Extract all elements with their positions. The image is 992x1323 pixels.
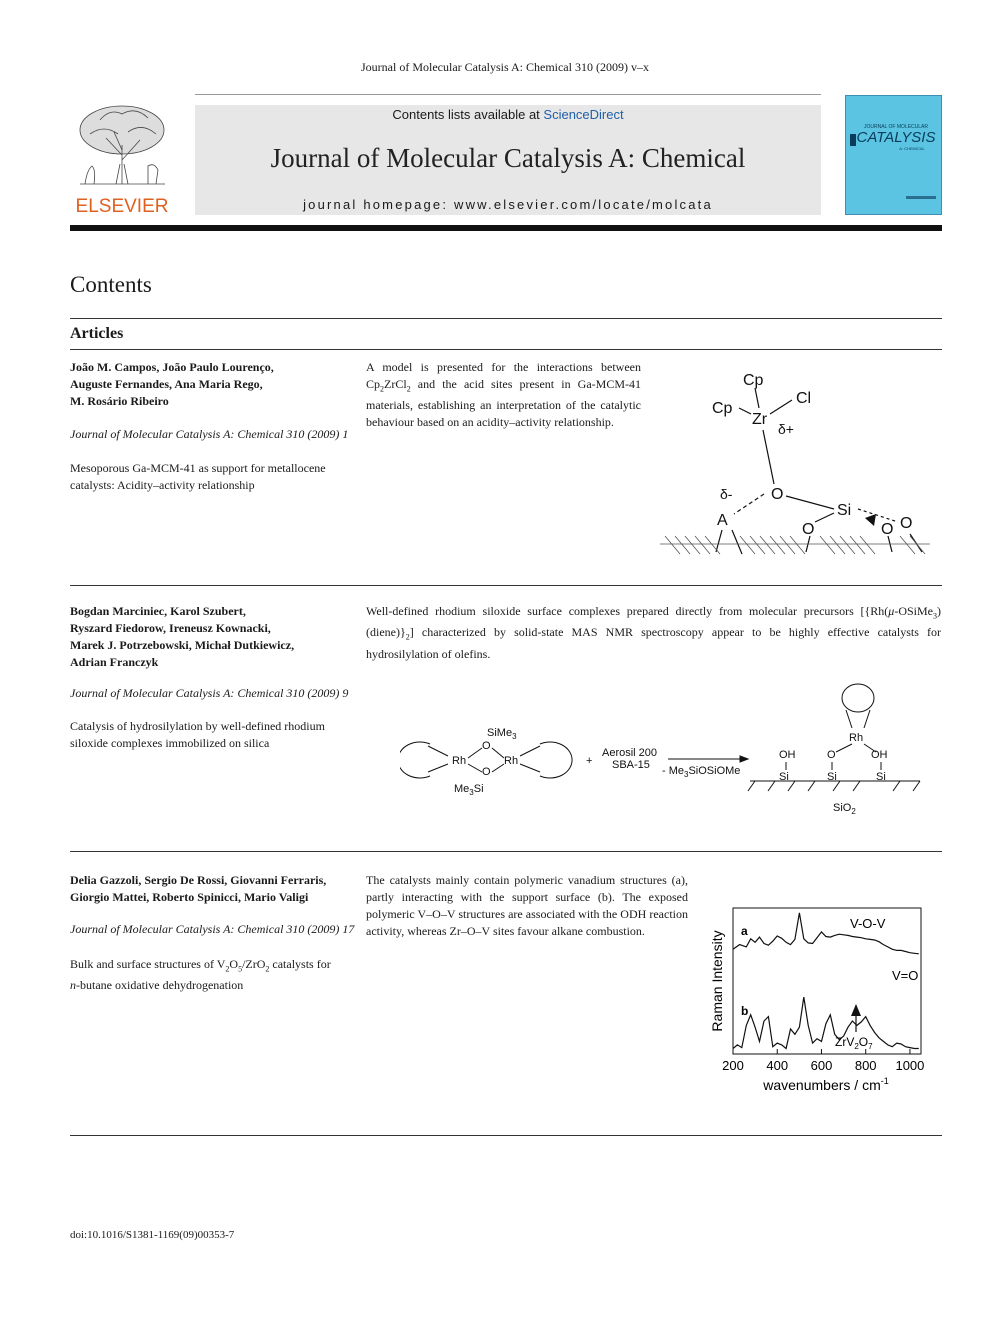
fig1-o-right: O bbox=[900, 515, 913, 532]
title-subscript: 2 bbox=[225, 964, 230, 974]
fig1-cp-left: Cp bbox=[712, 400, 733, 417]
abstract-mu: μ bbox=[888, 604, 895, 618]
fig1-wedge-bond bbox=[865, 514, 876, 526]
chart-annotation-zrv2o7: $ZrV_2O_7$ bbox=[835, 1035, 873, 1051]
fig1-a: A bbox=[717, 512, 728, 529]
fig2-plus: + bbox=[586, 755, 593, 767]
fig1-si: Si bbox=[837, 502, 852, 519]
author-line: Bogdan Marciniec, Karol Szubert, bbox=[70, 604, 246, 618]
fig1-bond-a-surface2 bbox=[732, 530, 742, 554]
chart-arrow-head bbox=[851, 1004, 861, 1016]
fig2-si-3: Si bbox=[876, 771, 886, 783]
fig1-bond-a-surface bbox=[716, 530, 722, 552]
fig1-bond-si-o bbox=[815, 513, 834, 522]
fig1-bond-cp2-zr bbox=[739, 408, 751, 414]
abstract-text: Cp bbox=[366, 377, 381, 391]
title-subscript: 2 bbox=[265, 964, 270, 974]
article-2-graphical-abstract bbox=[400, 676, 945, 821]
cover-top-text: JOURNAL OF MOLECULAR bbox=[864, 124, 928, 130]
abstract-text: and the acid sites present in Ga-MCM-41 materials, establishing an interpretation of the catalytic behaviour based on an acidity–activity relationship. bbox=[366, 377, 641, 430]
cover-title: CATALYSIS bbox=[856, 129, 936, 146]
abstract-subscript: 3 bbox=[933, 611, 937, 621]
journal-cover[interactable] bbox=[845, 95, 942, 215]
title-text: Bulk and surface structures of V bbox=[70, 957, 226, 971]
chart-xtick-label: 800 bbox=[854, 1058, 877, 1073]
chart-label-b: b bbox=[741, 1004, 749, 1018]
doi[interactable]: doi:10.1016/S1381-1169(09)00353-7 bbox=[70, 1229, 235, 1241]
chart-label-a: a bbox=[741, 924, 748, 938]
elsevier-logo bbox=[70, 100, 175, 215]
fig2-oh-left: OH bbox=[779, 749, 796, 761]
fig1-bond-cp-zr bbox=[755, 388, 759, 408]
masthead-bottom-rule bbox=[70, 225, 942, 231]
chart-xlabel: wavenumbers / $cm^{-1}$ bbox=[763, 1076, 889, 1093]
title-text: O bbox=[229, 957, 239, 971]
author-line: Marek J. Potrzebowski, Michał Dutkiewicz, bbox=[70, 638, 295, 652]
section-rule bbox=[70, 318, 942, 319]
chart-series-a bbox=[733, 913, 919, 954]
author-line: Adrian Franczyk bbox=[70, 655, 159, 669]
fig2-byproduct: - $Me_3SiOSiOMe$ bbox=[662, 765, 741, 779]
chart-xtick-label: 1000 bbox=[895, 1058, 925, 1073]
abstract-text: Well-defined rhodium siloxide surface complexes prepared directly from molecular precursors [{Rh( bbox=[366, 604, 889, 618]
article-1-citation[interactable]: Journal of Molecular Catalysis A: Chemical 310 (2009) 1 bbox=[70, 427, 349, 441]
fig1-bond-zr-cl bbox=[770, 400, 792, 414]
chart-xtick-label: 600 bbox=[810, 1058, 833, 1073]
fig1-o-left: O bbox=[802, 521, 815, 538]
fig1-delta-plus: δ+ bbox=[778, 421, 794, 437]
fig1-zr: Zr bbox=[752, 411, 768, 428]
raman-chart bbox=[700, 880, 945, 1100]
article-2-authors bbox=[70, 603, 360, 671]
fig2-o-bottom: O bbox=[482, 766, 491, 778]
article-1-title[interactable] bbox=[70, 460, 355, 494]
abstract-subscript: 2 bbox=[380, 384, 385, 394]
author-line: Ryszard Fiedorow, Ireneusz Kownacki, bbox=[70, 621, 271, 635]
article-1-abstract bbox=[366, 359, 641, 431]
fig2-o-right: OH bbox=[871, 749, 888, 761]
abstract-text: ] characterized by solid-state MAS NMR spectroscopy appear to be highly effective catalysts for hydrosilylation of olefins. bbox=[366, 625, 941, 661]
fig2-cod-right bbox=[540, 742, 572, 778]
title-text: -butane oxidative dehydrogenation bbox=[76, 978, 244, 993]
fig2-sba15: SBA-15 bbox=[612, 759, 650, 771]
page-title: Contents bbox=[70, 272, 152, 297]
elsevier-tree-icon bbox=[70, 100, 175, 215]
fig1-delta-minus: δ- bbox=[720, 486, 733, 502]
title-line: Mesoporous Ga-MCM-41 as support for metallocene bbox=[70, 461, 326, 475]
masthead-top-rule bbox=[195, 94, 821, 95]
fig2-cod-left bbox=[400, 742, 430, 778]
fig2-me3si: $Me_3Si$ bbox=[454, 783, 484, 797]
fig2-si-2: Si bbox=[827, 771, 837, 783]
chart-xtick-label: 200 bbox=[722, 1058, 744, 1073]
fig2-sime3: SiMe$_3$ bbox=[487, 727, 517, 741]
journal-cover-image bbox=[846, 96, 941, 214]
sciencedirect-link[interactable]: ScienceDirect bbox=[543, 107, 624, 122]
journal-title: Journal of Molecular Catalysis A: Chemical bbox=[270, 143, 746, 173]
fig2-cod-top bbox=[842, 684, 874, 712]
abstract-text: ZrCl bbox=[384, 377, 407, 391]
article-1-graphical-abstract bbox=[660, 364, 940, 564]
author-line: Auguste Fernandes, Ana Maria Rego, bbox=[70, 377, 263, 391]
title-text: catalysts for bbox=[269, 957, 331, 971]
fig2-o-left: O bbox=[827, 749, 836, 761]
journal-homepage[interactable]: journal homepage: www.elsevier.com/locate/molcata bbox=[303, 197, 713, 212]
fig1-bond-zr-o bbox=[763, 430, 774, 484]
running-header: Journal of Molecular Catalysis A: Chemical 310 (2009) v–x bbox=[361, 60, 649, 74]
article-3-title[interactable] bbox=[70, 956, 355, 994]
abstract-subscript: 2 bbox=[406, 384, 411, 394]
chart-annotation-vo: V=O bbox=[892, 968, 919, 983]
article-2-title[interactable] bbox=[70, 718, 355, 752]
articles-rule bbox=[70, 349, 942, 350]
author-line: Giorgio Mattei, Roberto Spinicci, Mario Valigi bbox=[70, 890, 309, 904]
article-3-authors bbox=[70, 872, 360, 906]
title-line: Catalysis of hydrosilylation by well-defined rhodium bbox=[70, 719, 325, 733]
article-divider bbox=[70, 585, 942, 586]
cover-imprint bbox=[906, 196, 936, 199]
abstract-text: )(diene)} bbox=[366, 604, 941, 640]
article-3-citation[interactable]: Journal of Molecular Catalysis A: Chemical 310 (2009) 17 bbox=[70, 922, 355, 936]
fig1-cl: Cl bbox=[796, 390, 812, 407]
title-line: catalysts: Acidity–activity relationship bbox=[70, 478, 255, 492]
author-line: M. Rosário Ribeiro bbox=[70, 394, 169, 408]
title-line: siloxide complexes immobilized on silica bbox=[70, 736, 270, 750]
contents-available-line bbox=[195, 107, 821, 122]
author-line: Delia Gazzoli, Sergio De Rossi, Giovanni Ferraris, bbox=[70, 873, 327, 887]
fig1-surface-hatch bbox=[660, 536, 930, 554]
fig1-o-down: O bbox=[881, 521, 894, 538]
fig1-o-bridge: O bbox=[771, 486, 784, 503]
articles-heading: Articles bbox=[70, 325, 124, 342]
contents-available-text: Contents lists available at bbox=[392, 107, 544, 122]
article-1-authors bbox=[70, 359, 360, 410]
title-subscript: 5 bbox=[238, 964, 243, 974]
title-italic: n bbox=[70, 978, 76, 993]
abstract-text: A model is presented for the interactions between bbox=[366, 360, 641, 374]
cover-subtitle: A: CHEMICAL bbox=[899, 146, 925, 151]
article-divider bbox=[70, 851, 942, 852]
fig2-si-1: Si bbox=[779, 771, 789, 783]
fig1-bond-o-si bbox=[786, 496, 834, 509]
cover-letter-block bbox=[850, 134, 856, 146]
fig1-bond-o-a bbox=[734, 494, 764, 514]
fig2-rh-surface: Rh bbox=[849, 732, 864, 744]
chart-ylabel: Raman Intensity bbox=[709, 930, 725, 1032]
author-line: João M. Campos, João Paulo Lourenço, bbox=[70, 360, 274, 374]
article-divider bbox=[70, 1135, 942, 1136]
title-text: /ZrO bbox=[242, 957, 266, 971]
abstract-subscript: 2 bbox=[405, 632, 410, 642]
fig2-o-top: O bbox=[482, 740, 491, 752]
fig2-aerosil: Aerosil 200 bbox=[602, 747, 658, 759]
abstract-text: -OSiMe bbox=[894, 604, 933, 618]
fig1-cp-top: Cp bbox=[743, 372, 764, 389]
article-3-abstract: The catalysts mainly contain polymeric vanadium structures (a), partly interacting with the support surface (b). The exposed polymeric V–O–V structures are associated with the ODH reaction activity, whereas Zr–O–V sites favour alkane combustion. bbox=[366, 873, 688, 938]
elsevier-wordmark: ELSEVIER bbox=[75, 196, 169, 215]
article-2-abstract bbox=[366, 603, 941, 663]
fig2-rh-left: Rh bbox=[452, 755, 467, 767]
chart-xtick-label: 400 bbox=[766, 1058, 789, 1073]
chart-series-b bbox=[733, 997, 919, 1048]
chart-annotation-vov: V-O-V bbox=[850, 916, 886, 931]
fig2-sio2: SiO$_2$ bbox=[833, 802, 856, 816]
article-2-citation[interactable]: Journal of Molecular Catalysis A: Chemical 310 (2009) 9 bbox=[70, 686, 349, 700]
fig2-rh-right: Rh bbox=[504, 755, 519, 767]
